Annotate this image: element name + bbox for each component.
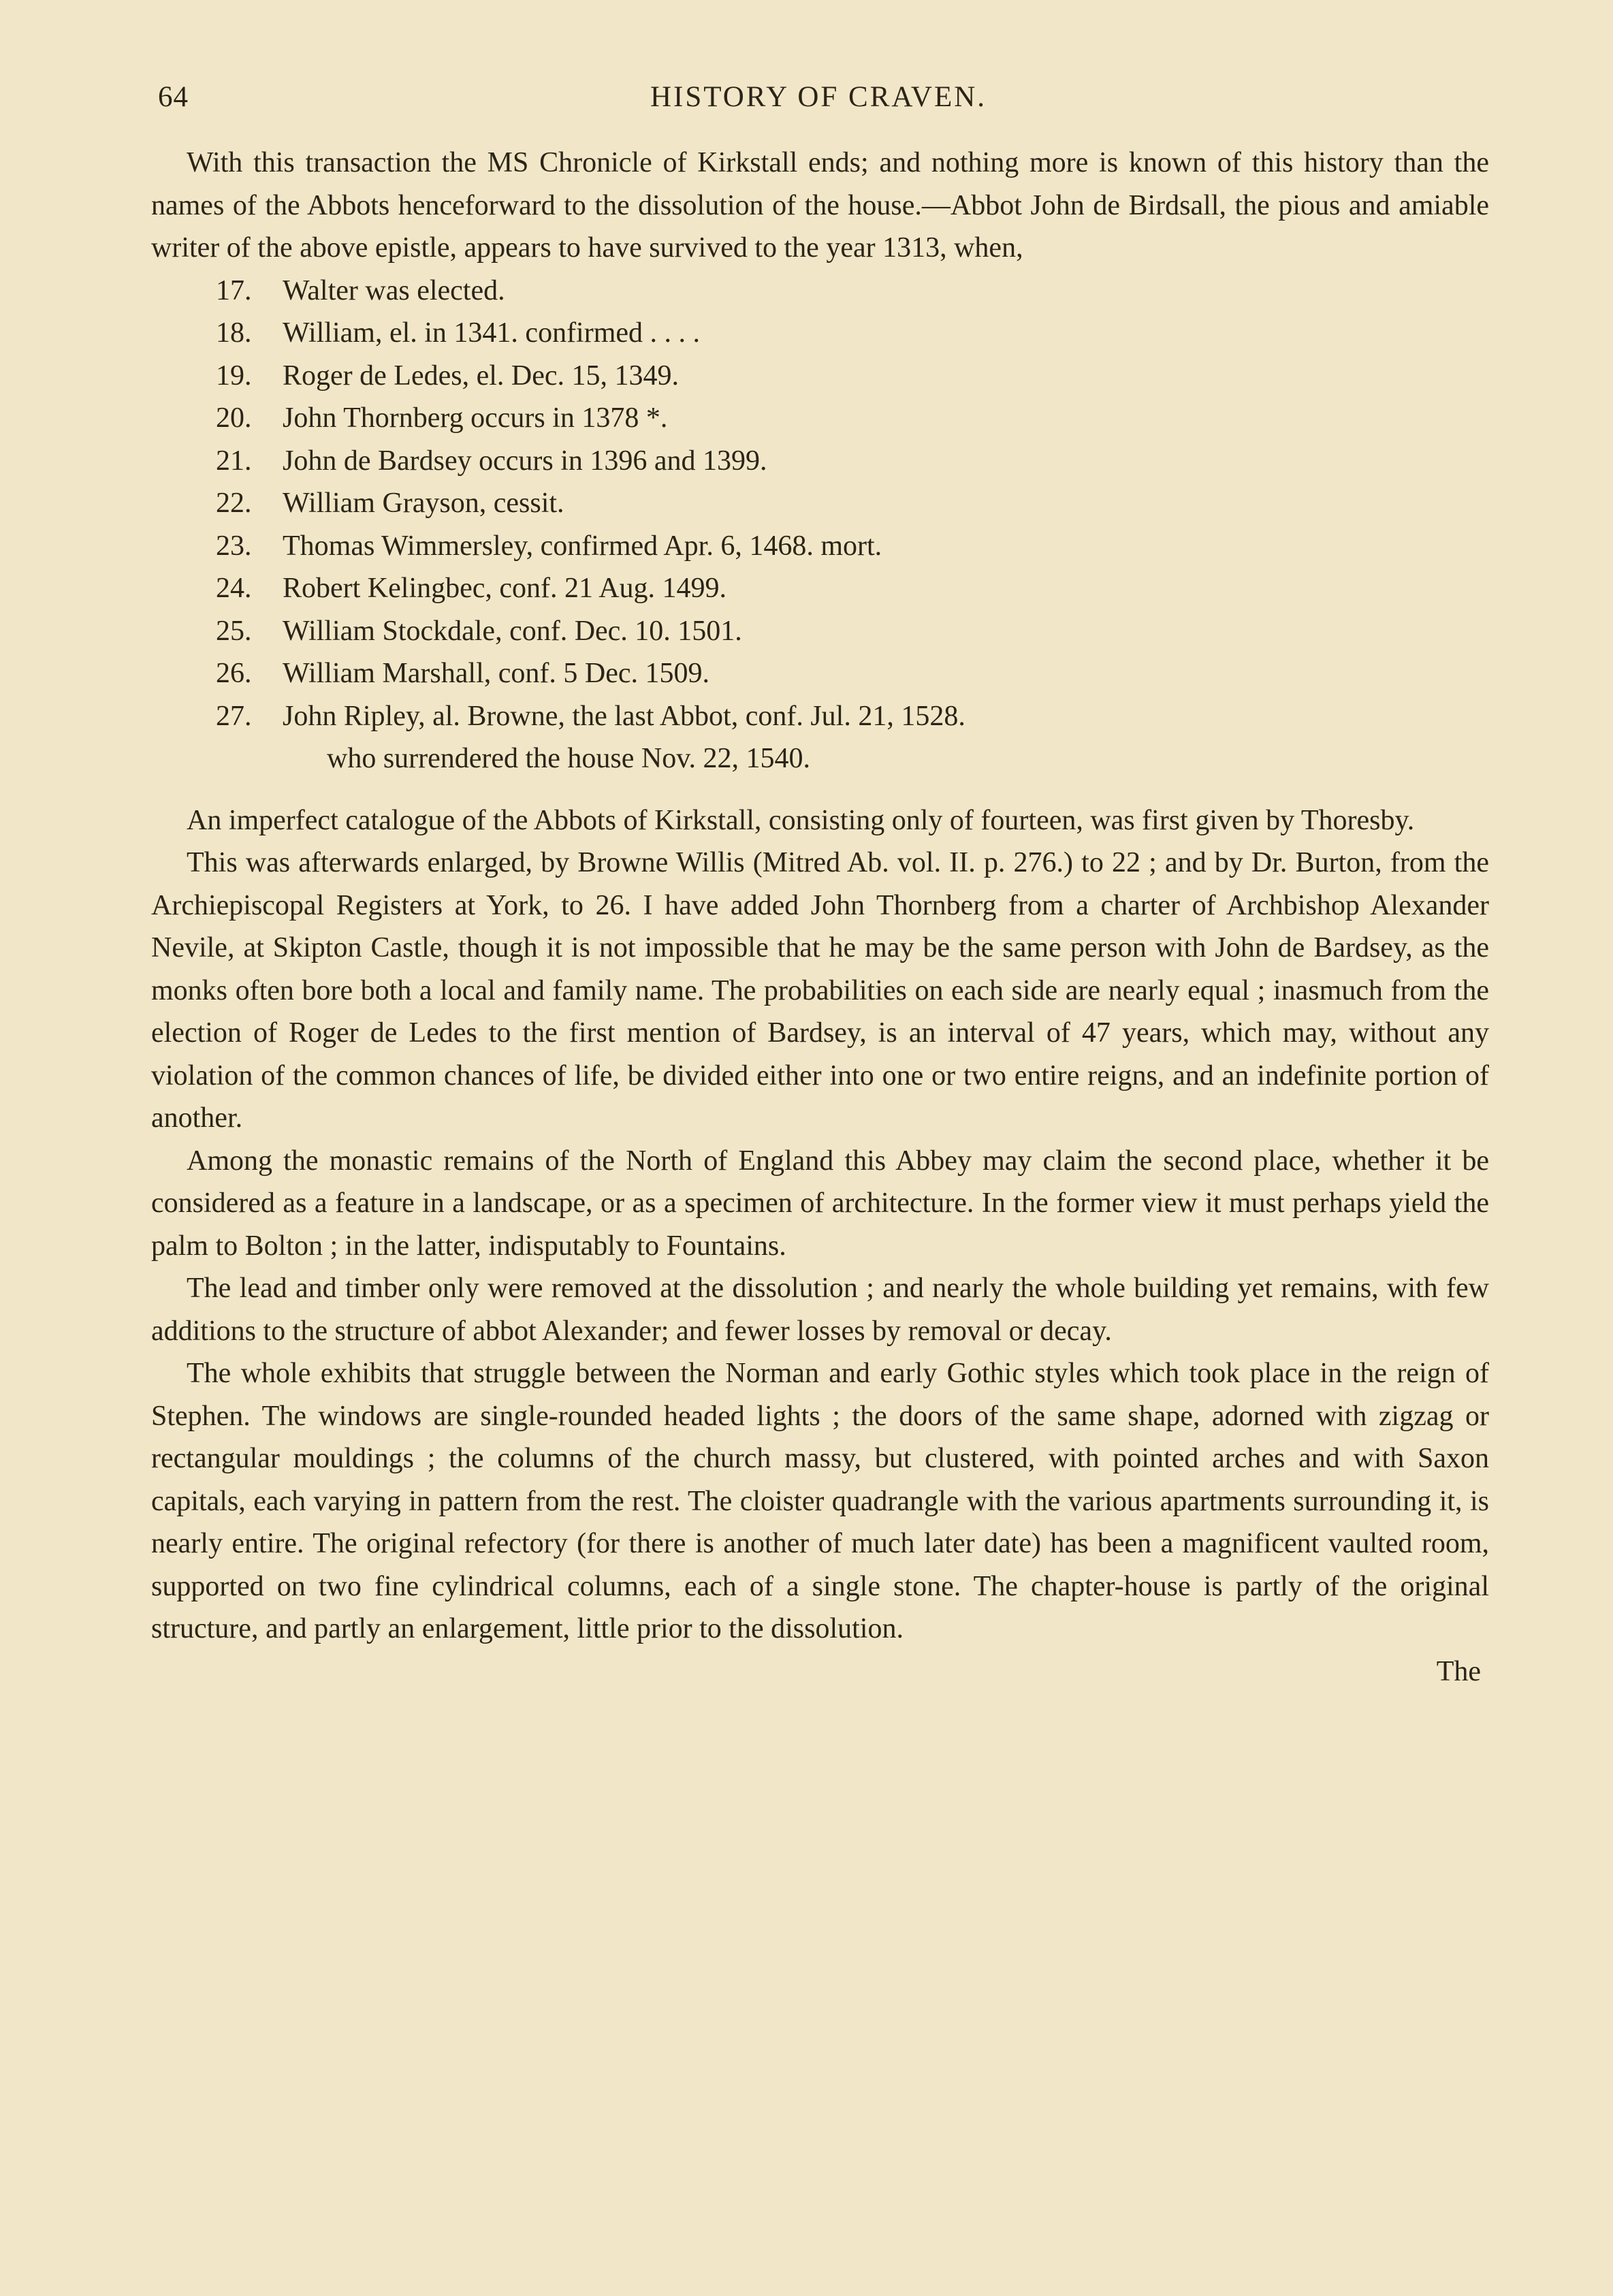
- abbot-entry: [216, 440, 1489, 483]
- abbot-text: William Marshall, conf. 5 Dec. 1509.: [283, 658, 709, 689]
- abbot-continuation: who surrendered the house Nov. 22, 1540.: [327, 743, 810, 774]
- abbot-text: John de Bardsey occurs in 1396 and 1399.: [283, 445, 767, 477]
- abbot-entry: [216, 312, 1489, 355]
- abbot-text: Robert Kelingbec, conf. 21 Aug. 1499.: [283, 573, 727, 604]
- paragraph: Among the monastic remains of the North of England this Abbey may claim the second place, whether it be considered as a feature in a landscape, or as a specimen of architecture. In the former view it must perhaps yield the palm to Bolton ; in the latter, indisputably to Fountains.: [151, 1145, 1489, 1262]
- abbot-number: 19.: [216, 360, 252, 392]
- page-number: 64: [158, 81, 189, 113]
- abbot-text: Roger de Ledes, el. Dec. 15, 1349.: [283, 360, 679, 392]
- abbot-number: 21.: [216, 445, 252, 477]
- abbot-text: Walter was elected.: [283, 274, 505, 306]
- abbot-number: 27.: [216, 700, 252, 732]
- paragraph: This was afterwards enlarged, by Browne Willis (Mitred Ab. vol. II. p. 276.) to 22 ; and by Dr. Burton, from the Archiepiscopal Registers at York, to 26. I have added John Thornberg from a charter of Archbishop Alexander Nevile, at Skipton Castle, though it is not impossible that he may be the same person with John de Bardsey, as the monks often bore both a local and family name. The probabilities on each side are nearly equal ; inasmuch from the election of Roger de Ledes to the first mention of Bardsey, is an interval of 47 years, which may, without any violation of the common chances of life, be divided either into one or two entire reigns, and an indefinite portion of another.: [151, 847, 1489, 1134]
- abbot-number: 26.: [216, 658, 252, 689]
- abbot-number: 18.: [216, 317, 252, 349]
- abbot-text: Thomas Wimmersley, confirmed Apr. 6, 1468. mort.: [283, 530, 882, 562]
- paragraph: The lead and timber only were removed at the dissolution ; and nearly the whole building yet remains, with few additions to the structure of abbot Alexander; and fewer losses by removal or decay.: [151, 1273, 1489, 1347]
- abbot-number: 20.: [216, 402, 252, 434]
- catchword: The: [1436, 1655, 1481, 1687]
- abbot-entry: [216, 355, 1489, 398]
- abbot-text: John Thornberg occurs in 1378 *.: [283, 402, 668, 434]
- paragraph: The whole exhibits that struggle between the Norman and early Gothic styles which took place in the reign of Stephen. The windows are single-rounded headed lights ; the doors of the same shape, adorned with zigzag or rectangular mouldings ; the columns of the church massy, but clustered, with pointed arches and with Saxon capitals, each varying in pattern from the rest. The cloister quadrangle with the various apartments surrounding it, is nearly entire. The original refectory (for there is another of much later date) has been a magnificent vaulted room, supported on two fine cylindrical columns, each of a single stone. The chapter-house is partly of the original structure, and partly an enlargement, little prior to the dissolution.: [151, 1358, 1489, 1644]
- running-head: [158, 80, 1479, 128]
- abbot-number: 23.: [216, 530, 252, 562]
- abbot-entry: [216, 270, 1489, 313]
- intro-paragraph: With this transaction the MS Chronicle of Kirkstall ends; and nothing more is known of this history than the names of the Abbots henceforward to the dissolution of the house.—Abbot John de Birdsall, the pious and amiable writer of the above epistle, appears to have survived to the year 1313, when,: [151, 147, 1489, 264]
- body-text: [151, 142, 1489, 1693]
- abbot-number: 17.: [216, 274, 252, 306]
- abbot-number: 25.: [216, 615, 252, 647]
- abbot-text: John Ripley, al. Browne, the last Abbot, conf. Jul. 21, 1528.: [283, 700, 965, 732]
- abbots-list: [151, 270, 1489, 738]
- abbot-entry: [216, 695, 1489, 738]
- running-title: HISTORY OF CRAVEN.: [650, 81, 987, 113]
- abbot-text: William, el. in 1341. confirmed . . . .: [283, 317, 701, 349]
- abbot-entry: [216, 525, 1489, 568]
- abbot-text: William Stockdale, conf. Dec. 10. 1501.: [283, 615, 742, 647]
- abbot-number: 22.: [216, 488, 252, 519]
- abbot-entry: [216, 652, 1489, 695]
- abbot-entry: [216, 482, 1489, 525]
- abbot-number: 24.: [216, 573, 252, 604]
- abbot-entry: [216, 567, 1489, 610]
- abbot-entry: [216, 397, 1489, 440]
- paragraph: An imperfect catalogue of the Abbots of Kirkstall, consisting only of fourteen, was first given by Thoresby.: [187, 804, 1415, 836]
- abbot-entry: [216, 610, 1489, 653]
- section-gap: [151, 780, 1489, 799]
- abbot-text: William Grayson, cessit.: [283, 488, 564, 519]
